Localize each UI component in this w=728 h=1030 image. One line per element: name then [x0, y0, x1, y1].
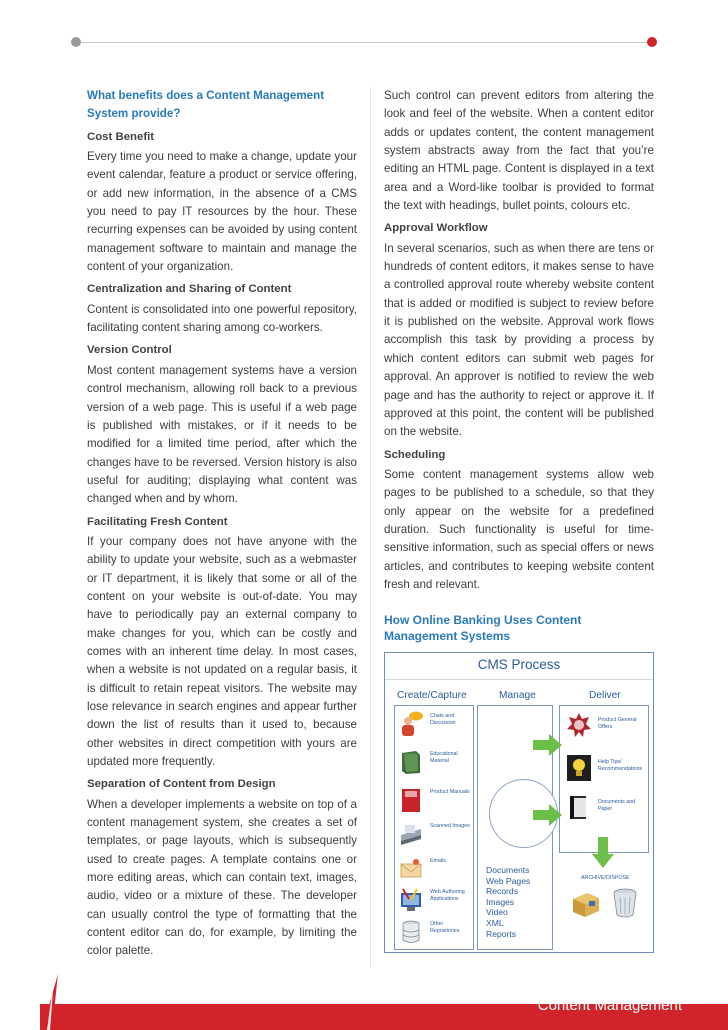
section-text: Most content management systems have a version control mechanism, allowing roll back to a previous version of a web page. This is useful if a web page is published with mistakes, or if it needs to be modified for a limited time period, after which the changes have to be reversed. Version history is also useful for auditing; displaying what content was changed when and by whom.	[87, 363, 357, 506]
recycle-bin-icon	[611, 887, 639, 919]
banking-heading: How Online Banking Uses Content Management Systems	[384, 613, 582, 644]
diagram-title-rule	[385, 679, 653, 680]
manage-list-item: Web Pages	[486, 875, 531, 886]
left-column	[87, 87, 357, 965]
section-heading: Facilitating Fresh Content	[87, 515, 228, 528]
section-heading: Separation of Content from Design	[87, 778, 276, 791]
create-item-label: Other Repositories	[430, 921, 460, 934]
deliver-item	[563, 713, 647, 743]
intro-text: Such control can prevent editors from altering the look and feel of the website. When a content editor adds or updates content, the content management system abstracts away from the fact that you’re editing an HTML page. Content is displayed in a text area and a Word-like toolbar is provided to format the text with headings, bullet points, colours etc.	[384, 89, 654, 213]
deliver-item	[563, 755, 647, 785]
section-heading: Centralization and Sharing of Content	[87, 283, 292, 296]
create-item	[397, 821, 471, 851]
section-heading: Approval Workflow	[384, 222, 488, 235]
database-icon	[399, 919, 423, 945]
create-item	[397, 887, 471, 917]
binder-icon	[567, 795, 591, 821]
top-rule-start-dot	[71, 37, 81, 47]
column-divider	[370, 87, 371, 968]
top-rule-end-dot	[647, 37, 657, 47]
create-item-label: Product Manuals	[430, 789, 470, 795]
benefits-title: What benefits does a Content Management System provide?	[87, 89, 325, 121]
right-column	[384, 87, 654, 644]
section-text: If your company does not have anyone with the ability to update your website, such as a webmaster or IT department, it is likely that some or all of the content on your website is out-of-date. You may have to periodically pay an external company to make changes for you, which can be costly and comes with an inherent time delay. In most cases, when a website is not updated on a regular basis, it is difficult to retain repeat visitors. The website may lose relevance in search engines and appear further down the list of results than it used to, because other websites in direct competition with yours are updated more frequently.	[87, 534, 357, 769]
manage-list-item: Records	[486, 886, 518, 897]
deliver-item	[563, 795, 647, 825]
deliver-item-label: Help Tips/ Recommendations	[598, 759, 643, 772]
lightbulb-icon	[567, 755, 591, 781]
footer-wedge-shape	[38, 974, 58, 1030]
book-icon	[399, 749, 423, 775]
offer-badge-icon	[567, 713, 591, 739]
archive-label: ARCHIVE/DISPOSE	[581, 875, 630, 881]
create-item-label: Emails	[430, 858, 446, 864]
create-item-label: Web Authoring Applications	[430, 889, 465, 902]
cms-process-diagram	[384, 652, 654, 953]
right-arrow-icon	[533, 733, 563, 757]
create-item	[397, 711, 471, 741]
scanner-icon	[399, 821, 423, 847]
diagram-title: CMS Process	[477, 657, 561, 672]
section-heading: Cost Benefit	[87, 130, 155, 143]
section-text: In several scenarios, such as when there are tens or hundreds of content editors, it makes sense to have a controlled approval route whereby website content that is added or modified is subject to review before it is published on the website. Approval work flows accomplish this task by providing a process by which content editors can submit web pages for approval. An approver is notified to review the web page and has the authority to reject or approve it. If approved at this point, the content will be published on the website.	[384, 241, 654, 439]
archive-box-icon	[571, 889, 601, 919]
create-item	[397, 787, 471, 817]
top-rule	[76, 42, 654, 43]
create-item	[397, 919, 471, 949]
section-text: Content is consolidated into one powerful repository, facilitating content sharing among co-workers.	[87, 302, 357, 335]
section-text: Every time you need to make a change, update your event calendar, feature a product or service offering, or add new information, in the absence of a CMS you need to pay IT resources by the hour. These recurring expenses can be avoided by using content management software to maintain and manage the content of your organization.	[87, 150, 357, 274]
manage-list-item: Documents	[486, 865, 530, 875]
create-item-label: Chats and Discussion	[430, 713, 456, 726]
footer-title: Content Management	[537, 997, 682, 1014]
manual-icon	[399, 787, 423, 813]
deliver-heading: Deliver	[589, 690, 621, 701]
deliver-item-label: Product General Offers	[598, 717, 637, 730]
section-heading: Version Control	[87, 344, 172, 357]
manage-list-item: Video	[486, 907, 508, 918]
create-item-label: Educational Material	[430, 751, 458, 764]
manage-list-item: Reports	[486, 928, 517, 939]
manage-heading: Manage	[499, 690, 536, 701]
create-item	[397, 856, 471, 886]
manage-list-item: XML	[486, 917, 504, 928]
right-arrow-icon	[533, 803, 563, 827]
web-tools-icon	[399, 887, 423, 913]
people-chat-icon	[399, 711, 423, 737]
create-heading: Create/Capture	[397, 690, 467, 701]
envelope-icon	[399, 856, 423, 882]
section-text: Some content management systems allow web pages to be published to a schedule, so that they only appear on the website for a predefined duration. Such functionality is useful for time-sensitive information, such as special offers or news articles, and contributes to keeping website content fresh and relevant.	[384, 467, 654, 591]
create-item-label: Scanned Images	[430, 823, 470, 829]
section-heading: Scheduling	[384, 448, 446, 461]
deliver-item-label: Documents and Paper	[598, 799, 636, 812]
down-arrow-icon	[592, 837, 614, 869]
section-text: When a developer implements a website on top of a content management system, she creates a set of templates, or page layouts, which is subsequently used to create pages. A template contains one or more editing areas, which can contain text, images, audio, video or a mixture of these. The developer can usually control the type of formatting that the content editor can do, for example, by limiting the color palette.	[87, 797, 357, 958]
manage-list	[486, 865, 530, 939]
manage-list-item: Images	[486, 896, 515, 907]
create-item	[397, 749, 471, 779]
